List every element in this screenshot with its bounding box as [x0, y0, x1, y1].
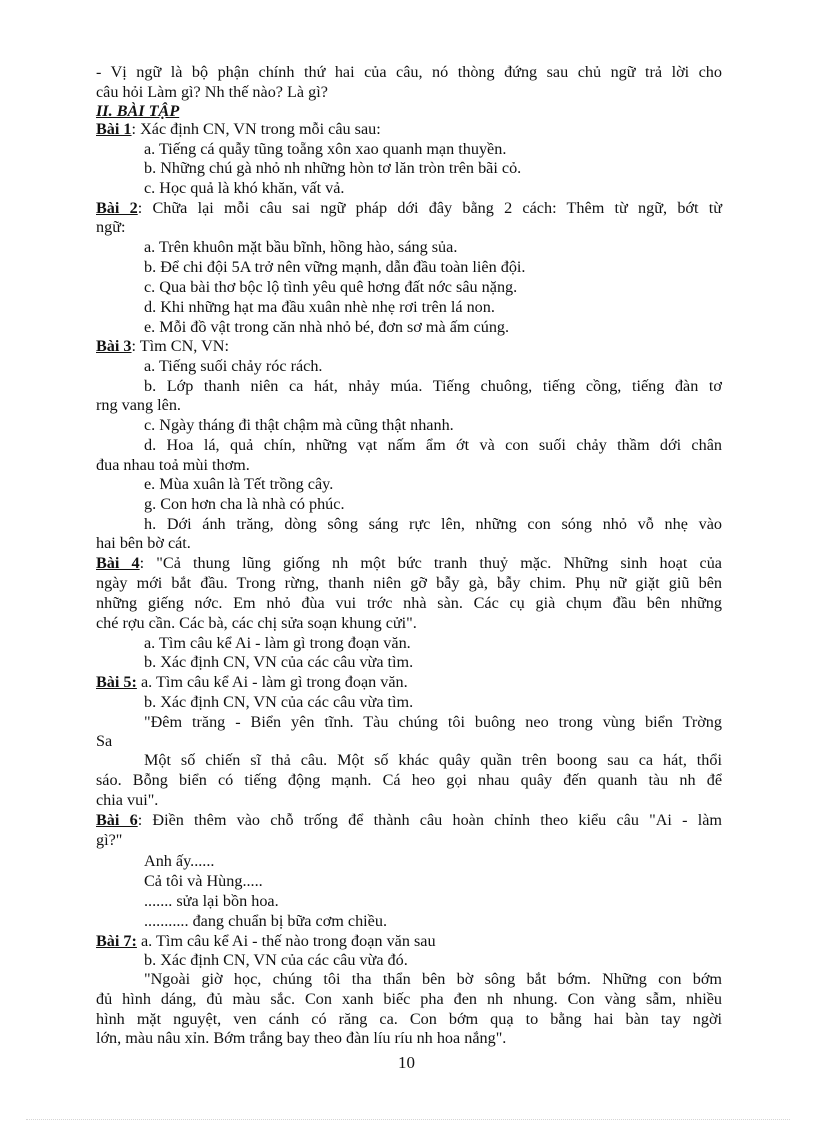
exercise-label: Bài 4	[96, 554, 140, 572]
list-item: a. Tiếng suối chảy róc rách.	[144, 357, 323, 375]
list-item: h. Dới ánh trăng, dòng sông sáng rực lên, những con sóng nhỏ vỗ nhẹ vào	[144, 515, 722, 533]
exercise-label: Bài 7:	[96, 932, 137, 950]
quote-line: Sa	[96, 732, 113, 750]
list-item: a. Tìm câu kể Ai - làm gì trong đoạn văn.	[144, 634, 411, 652]
list-item: b. Xác định CN, VN của các câu vừa đó.	[144, 951, 408, 969]
list-item: g. Con hơn cha là nhà có phúc.	[144, 495, 345, 513]
list-item: e. Mùa xuân là Tết trồng cây.	[144, 475, 334, 493]
exercise-prompt: gì?"	[96, 831, 123, 849]
list-item: c. Qua bài thơ bộc lộ tình yêu quê hơng đất nớc sâu nặng.	[144, 278, 518, 296]
list-item: Cả tôi và Hùng.....	[144, 872, 263, 890]
list-item: c. Học quả là khó khăn, vất vả.	[144, 179, 345, 197]
list-item: b. Xác định CN, VN của các câu vừa tìm.	[144, 653, 414, 671]
paragraph-line: hình mặt nguyệt, ven cánh có răng ca. Con bớm quạ to bằng hai bàn tay ngời	[96, 1010, 722, 1028]
section-heading: II. BÀI TẬP	[96, 102, 180, 120]
list-item: Anh ấy......	[144, 852, 215, 870]
list-item-continued: đua nhau toả mùi thơm.	[96, 456, 250, 474]
paragraph-line: : "Cả thung lũng giống nh một bức tranh thuỷ mặc. Những sinh hoạt của	[139, 554, 722, 572]
list-item: e. Mỗi đồ vật trong căn nhà nhỏ bé, đơn sơ mà ấm cúng.	[144, 318, 510, 336]
quote-line: chia vui".	[96, 791, 159, 809]
footer-divider	[26, 1119, 790, 1120]
exercise-prompt: ngữ:	[96, 218, 126, 236]
quote-line: "Đêm trăng - Biển yên tĩnh. Tàu chúng tôi buông neo trong vùng biển Trờng	[144, 713, 722, 731]
exercise-label: Bài 6	[96, 811, 138, 829]
exercise-prompt: : Điền thêm vào chỗ trống để thành câu hoàn chỉnh theo kiểu câu "Ai - làm	[137, 811, 722, 829]
intro-line: - Vị ngữ là bộ phận chính thứ hai của câu, nó thòng đứng sau chủ ngữ trả lời cho	[96, 63, 722, 81]
quote-line: sáo. Bỗng biển có tiếng động mạnh. Cá heo gọi nhau quây đến quanh tàu nh để	[96, 771, 722, 789]
list-item: d. Khi những hạt ma đầu xuân nhè nhẹ rơi trên lá non.	[144, 298, 495, 316]
exercise-prompt: : Chữa lại mỗi câu sai ngữ pháp dới đây bằng 2 cách: Thêm từ ngữ, bớt từ	[137, 199, 722, 217]
paragraph-line: lớn, màu nâu xỉn. Bớm trắng bay theo đàn líu ríu nh hoa nắng".	[96, 1029, 507, 1047]
list-item: a. Tiếng cá quẫy tũng toẵng xôn xao quanh mạn thuyền.	[144, 140, 507, 158]
paragraph-line: đủ hình dáng, đủ màu sắc. Con xanh biếc pha đen nh nhung. Con vàng sẫm, nhiều	[96, 990, 722, 1008]
list-item: ....... sửa lại bồn hoa.	[144, 892, 279, 910]
exercise-1-header	[96, 119, 381, 139]
exercise-3-header	[96, 336, 229, 356]
list-item: ........... đang chuẩn bị bữa cơm chiều.	[144, 912, 387, 930]
page-number: 10	[398, 1053, 415, 1072]
list-item: a. Trên khuôn mặt bầu bĩnh, hồng hào, sáng sủa.	[144, 238, 458, 256]
exercise-7-header	[96, 931, 436, 951]
list-item: a. Tìm câu kể Ai - thế nào trong đoạn văn sau	[136, 932, 436, 950]
exercise-label: Bài 3	[96, 337, 132, 355]
exercise-prompt: : Xác định CN, VN trong mỗi câu sau:	[131, 120, 381, 138]
list-item: b. Để chi đội 5A trở nên vững mạnh, dẫn đầu toàn liên đội.	[144, 258, 526, 276]
paragraph-line: "Ngoài giờ học, chúng tôi tha thẩn bên bờ sông bắt bớm. Những con bớm	[144, 970, 722, 988]
list-item: b. Xác định CN, VN của các câu vừa tìm.	[144, 693, 414, 711]
paragraph-line: ngày mới bắt đầu. Trong rừng, thanh niên gỡ bẫy gà, bẫy chim. Phụ nữ giặt giũ bên	[96, 574, 722, 592]
intro-line: câu hỏi Làm gì? Nh thế nào? Là gì?	[96, 83, 328, 101]
list-item-continued: hai bên bờ cát.	[96, 534, 191, 552]
paragraph-line: ché rợu cần. Các bà, các chị sửa soạn khung cửi".	[96, 614, 417, 632]
exercise-2-header	[96, 198, 722, 218]
list-item: a. Tìm câu kể Ai - làm gì trong đoạn văn.	[136, 673, 408, 691]
list-item-continued: rng vang lên.	[96, 396, 181, 414]
exercise-label: Bài 2	[96, 199, 138, 217]
exercise-4-header	[96, 553, 722, 573]
exercise-5-header	[96, 672, 408, 692]
exercise-prompt: : Tìm CN, VN:	[131, 337, 229, 355]
exercise-label: Bài 5:	[96, 673, 137, 691]
paragraph-line: những giếng nớc. Em nhỏ đùa vui trớc nhà sàn. Các cụ già chụm đầu bên những	[96, 594, 722, 612]
list-item: c. Ngày tháng đi thật chậm mà cũng thật nhanh.	[144, 416, 454, 434]
list-item: b. Lớp thanh niên ca hát, nhảy múa. Tiếng chuông, tiếng cồng, tiếng đàn tơ	[144, 377, 722, 395]
list-item: b. Những chú gà nhỏ nh những hòn tơ lăn tròn trên bãi cỏ.	[144, 159, 522, 177]
exercise-6-header	[96, 810, 722, 830]
exercise-label: Bài 1	[96, 120, 132, 138]
quote-line: Một số chiến sĩ thả câu. Một số khác quây quần trên boong sau ca hát, thổi	[144, 751, 722, 769]
list-item: d. Hoa lá, quả chín, những vạt nấm ẩm ớt và con suối chảy thầm dới chân	[144, 436, 722, 454]
